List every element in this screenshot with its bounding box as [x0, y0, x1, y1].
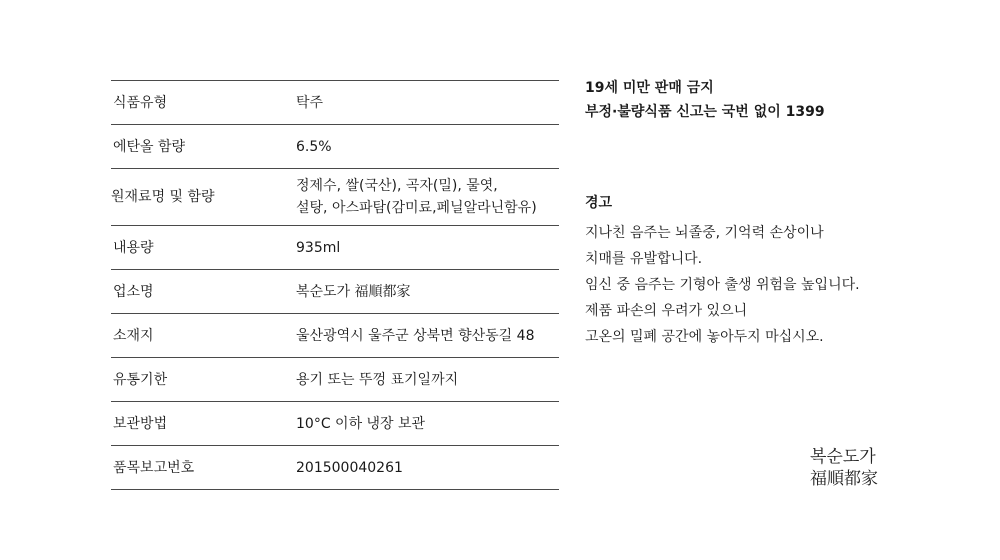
table-row — [111, 226, 559, 270]
row-value: 탁주 — [296, 94, 324, 111]
row-label: 품목보고번호 — [113, 459, 195, 476]
row-label: 에탄올 함량 — [113, 138, 186, 155]
row-value-line: 설탕, 아스파탐(감미료,페닐알라닌함유) — [296, 200, 537, 216]
row-value: 201500040261 — [296, 459, 403, 476]
row-value: 6.5% — [296, 138, 332, 155]
row-value: 용기 또는 뚜껑 표기일까지 — [296, 371, 459, 388]
row-label: 내용량 — [113, 239, 154, 256]
table-row — [111, 446, 559, 490]
row-label: 소재지 — [113, 327, 154, 344]
brand-name-korean: 복순도가 — [810, 447, 876, 467]
warning-title: 경고 — [585, 195, 613, 211]
brand-name-hanja: 福順都家 — [810, 469, 878, 489]
report-hotline-notice: 부정·불량식품 신고는 국번 없이 1399 — [585, 104, 825, 120]
table-row — [111, 125, 559, 169]
table-row — [111, 270, 559, 314]
table-row — [111, 169, 559, 226]
notice-column — [585, 76, 915, 350]
brand-logo — [810, 446, 878, 490]
table-row — [111, 358, 559, 402]
row-label: 업소명 — [113, 283, 154, 300]
row-value: 935ml — [296, 239, 341, 256]
row-label: 원재료명 및 함량 — [111, 189, 215, 205]
row-value-line: 정제수, 쌀(국산), 곡자(밀), 물엿, — [296, 178, 498, 194]
row-value — [296, 169, 559, 226]
warning-line: 임신 중 음주는 기형아 출생 위험을 높입니다. — [585, 277, 860, 293]
row-label: 보관방법 — [113, 415, 168, 432]
table-row — [111, 402, 559, 446]
age-restriction-notice: 19세 미만 판매 금지 — [585, 80, 714, 96]
row-label: 유통기한 — [113, 371, 168, 388]
row-label: 식품유형 — [113, 94, 168, 111]
table-row — [111, 314, 559, 358]
warning-line: 지나친 음주는 뇌졸중, 기억력 손상이나 — [585, 225, 824, 241]
row-value: 복순도가 福順都家 — [296, 283, 411, 300]
row-value: 울산광역시 울주군 상북면 향산동길 48 — [296, 327, 535, 344]
table-row — [111, 81, 559, 125]
product-info-table — [111, 80, 559, 490]
warning-line: 제품 파손의 우려가 있으니 — [585, 303, 748, 319]
warning-line: 고온의 밀폐 공간에 놓아두지 마십시오. — [585, 329, 824, 345]
warning-line: 치매를 유발합니다. — [585, 251, 703, 267]
row-value: 10°C 이하 냉장 보관 — [296, 415, 426, 432]
